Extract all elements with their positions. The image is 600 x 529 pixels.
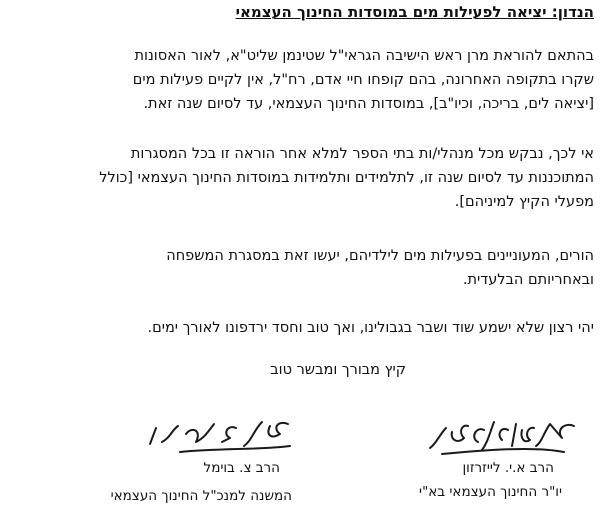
paragraph-parents-note bbox=[6, 244, 594, 292]
paragraph-line: ובאחריותם הבלעדית. bbox=[462, 272, 594, 288]
signer-name-chairman: הרב א.י. לייזרזון bbox=[462, 460, 554, 476]
paragraph-line: יהי רצון שלא ישמע שוד ושבר בגבולינו, ואך טוב וחסד ירדפונו לאורך ימים. bbox=[147, 320, 594, 336]
paragraph-line: שקרו בתקופה האחרונה, בהם קופחו חיי אדם, רח"ל, אין לקיים פעילות מים bbox=[132, 72, 594, 88]
handwritten-signature-icon bbox=[140, 416, 300, 458]
paragraph-line: אי לכך, נבקש מכל מנהלי/ות בתי הספר למלא אחר הוראה זו בכל המסגרות bbox=[130, 146, 594, 162]
paragraph-line: מפעלי הקיץ למיניהם]. bbox=[454, 194, 594, 210]
signer-title-deputy-director: המשנה למנכ"ל החינוך העצמאי bbox=[110, 488, 292, 504]
handwritten-signature-icon bbox=[424, 416, 584, 458]
paragraph-line: הורים, המעוניינים בפעילות מים לילדיהם, יעשו זאת במסגרת המשפחה bbox=[166, 248, 594, 264]
paragraph-blessing bbox=[6, 316, 594, 340]
paragraph-principals-request bbox=[6, 142, 594, 214]
signer-title-chairman: יו"ר החינוך העצמאי בא"י bbox=[419, 484, 562, 500]
letter-subject: הנדון: יציאה לפעילות מים במוסדות החינוך העצמאי bbox=[235, 3, 594, 21]
paragraph-line: בהתאם להוראת מרן ראש הישיבה הגראי"ל שטינמן שליט"א, לאור האסונות bbox=[134, 48, 594, 64]
paragraph-line: המתוכננות עד לסיום שנה זו, לתלמידים ותלמידות במוסדות החינוך העצמאי [כולל bbox=[99, 170, 594, 186]
closing-greeting: קיץ מבורך ומבשר טוב bbox=[270, 362, 406, 378]
paragraph-water-activity-ban bbox=[6, 44, 594, 116]
paragraph-line: [יציאה לים, בריכה, וכיו"ב], במוסדות החינוך העצמאי, עד לסיום שנה זאת. bbox=[143, 96, 594, 112]
signature-block-chairman bbox=[384, 416, 584, 502]
signer-name-deputy-director: הרב צ. בוימל bbox=[203, 460, 280, 476]
signature-block-deputy-director bbox=[100, 416, 300, 506]
